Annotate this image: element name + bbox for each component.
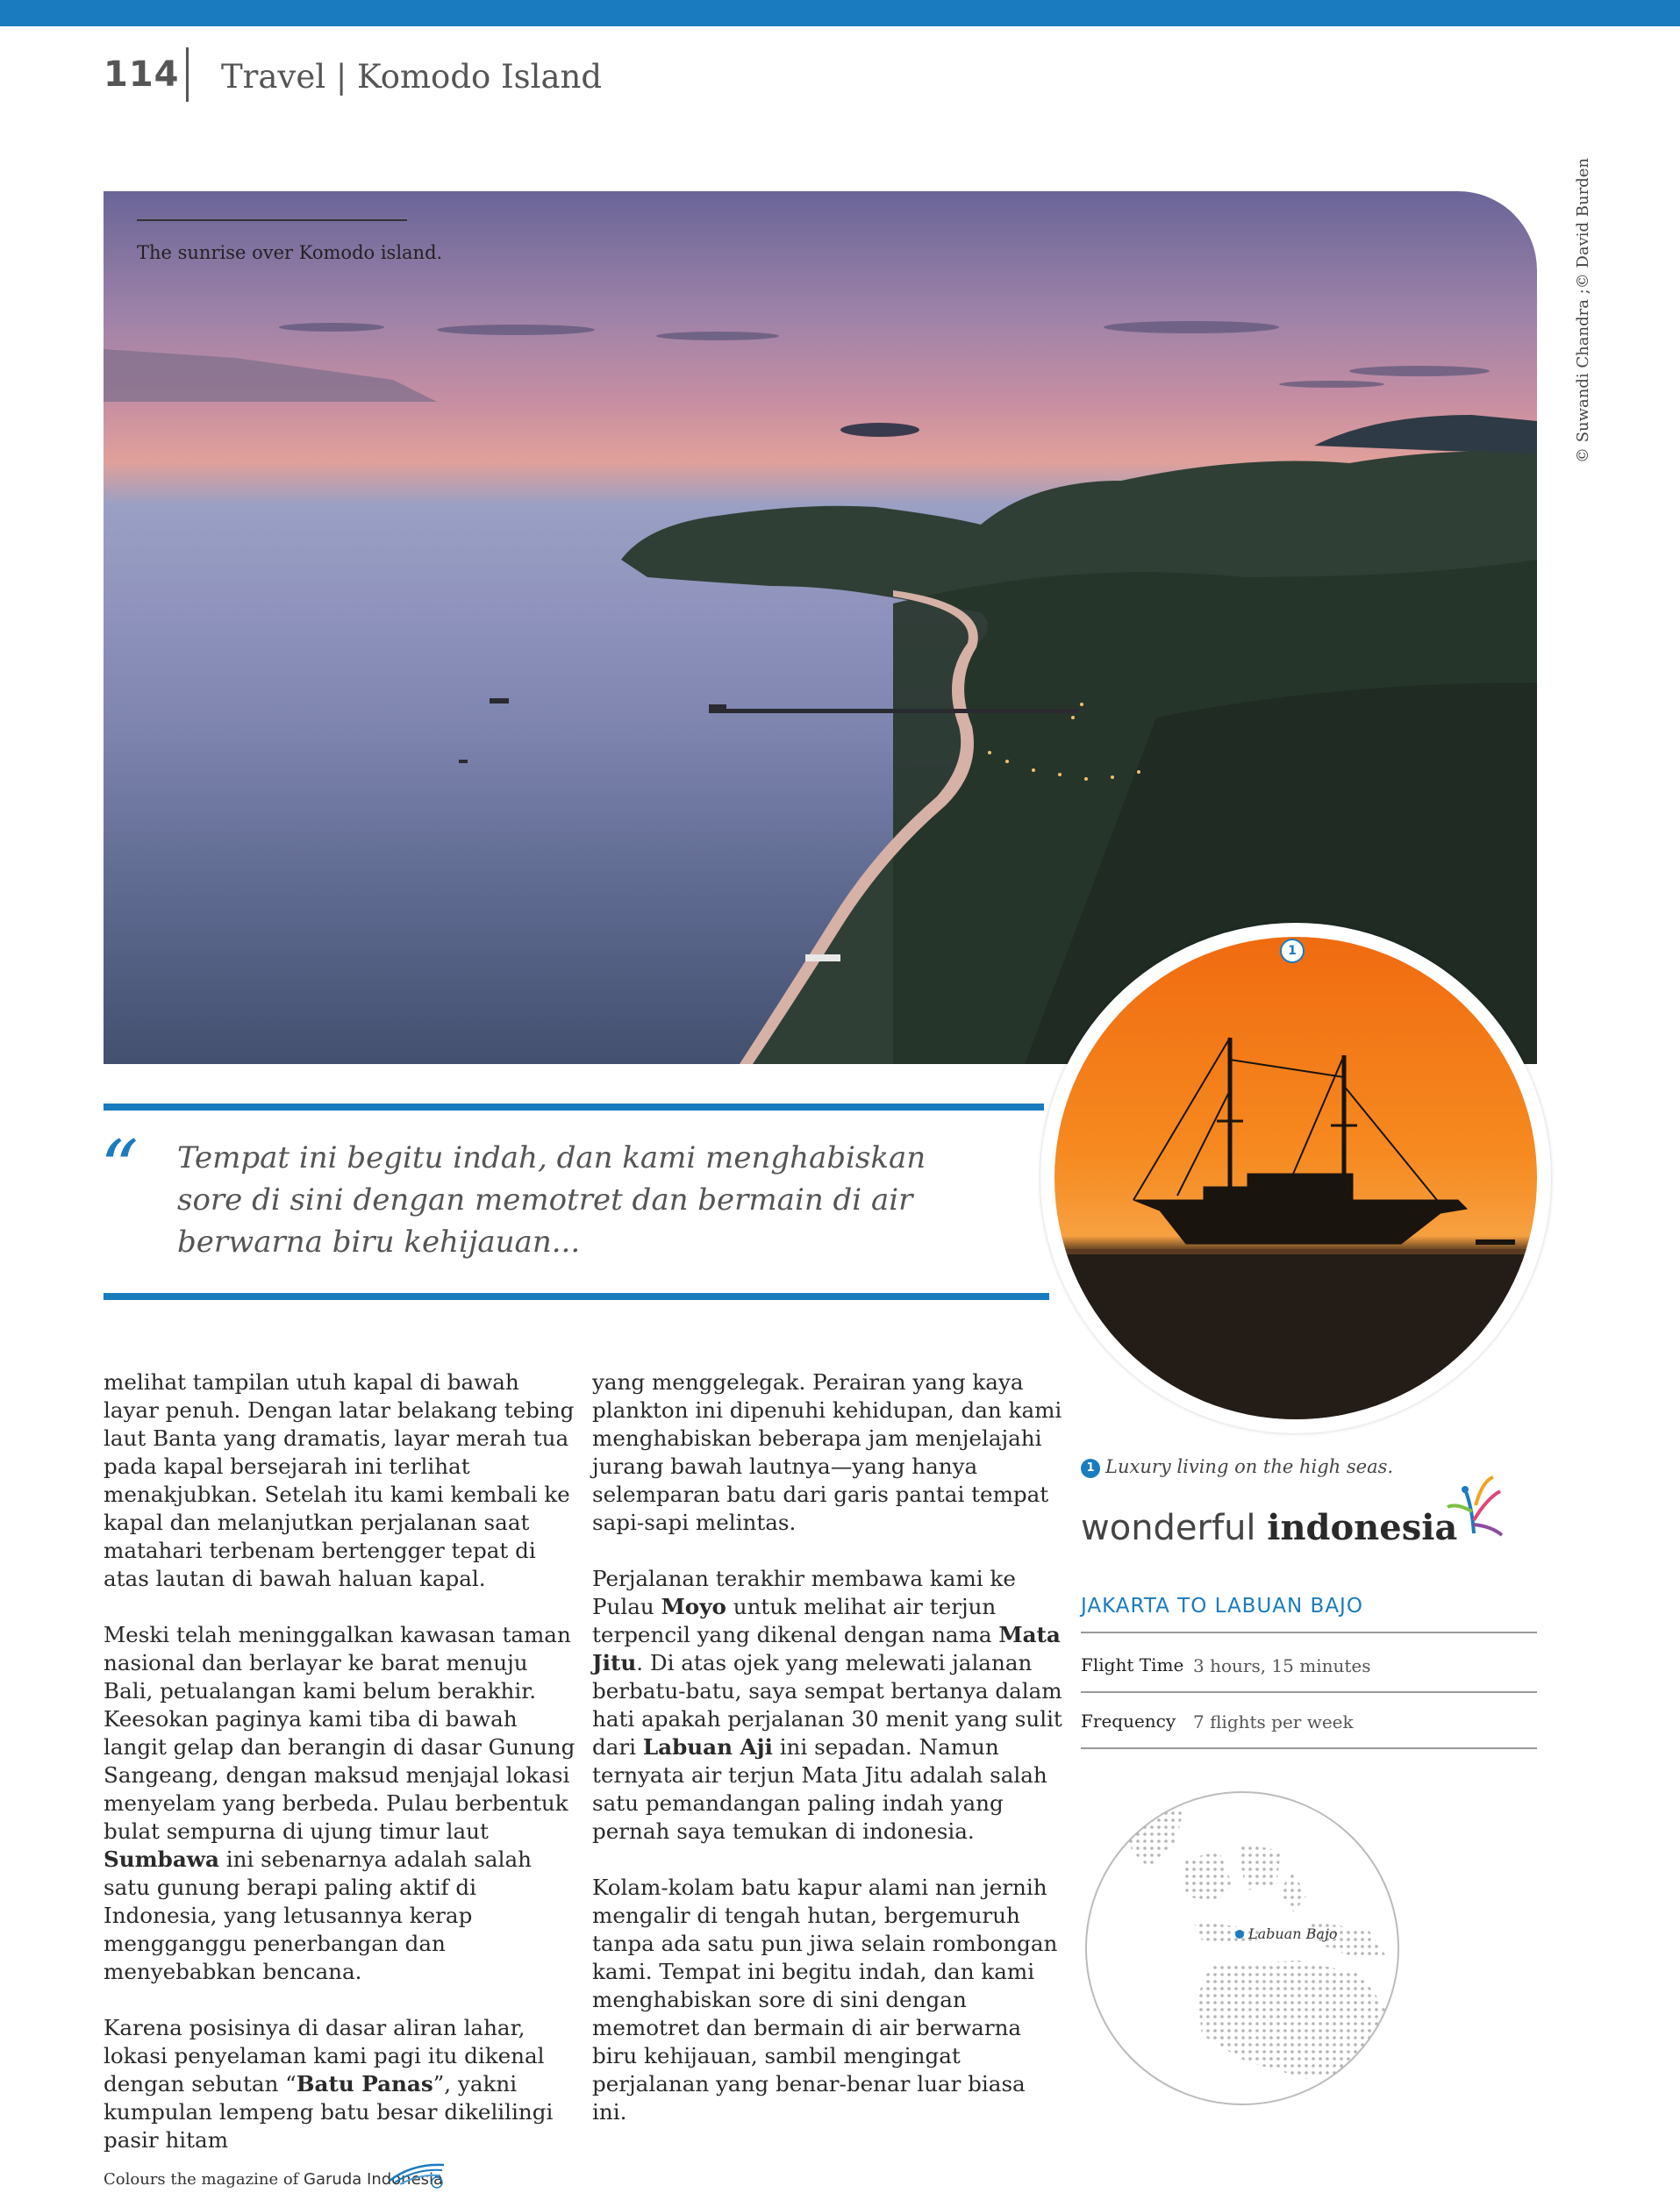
- pull-quote: Tempat ini begitu indah, dan kami menghabiskan sore di sini dengan memotret dan bermain di air berwarna biru kehijauan...: [177, 1140, 926, 1260]
- ship-sunset-photo: [1054, 937, 1537, 1419]
- article-column-1: [104, 1368, 577, 2182]
- flight-time-value: 3 hours, 15 minutes: [1193, 1655, 1371, 1676]
- flight-time-label: Flight Time: [1081, 1654, 1184, 1675]
- header-divider: [186, 47, 189, 102]
- garuda-logo-icon: [386, 2160, 449, 2189]
- paragraph: Kolam-kolam batu kapur alami nan jernih mengalir di tengah hutan, bergemuruh tanpa ada satu pun jiwa selain rombongan kami. Tempat ini begitu indah, dan kami menghabiskan sore di sini dengan memotret dan bermain di air berwarna biru kehijauan, sambil mengingat perjalanan yang benar-benar luar biasa ini.: [592, 1875, 1058, 2125]
- route-title: JAKARTA TO LABUAN BAJO: [1081, 1595, 1363, 1618]
- paragraph: yang menggelegak. Perairan yang kaya plankton ini dipenuhi kehidupan, dan kami menghabiskan beberapa jam menjelajahi jurang bawah lautnya—yang hanya selemparan batu dari garis pantai tempat sapi-sapi melintas.: [592, 1369, 1062, 1535]
- inset-photo-frame: [1040, 923, 1551, 1433]
- quote-mark-icon: “: [100, 1125, 139, 1212]
- info-divider: [1081, 1747, 1537, 1749]
- photo-credit: [1567, 158, 1595, 463]
- ship-silhouette-icon: [1054, 937, 1537, 1419]
- info-divider: [1081, 1632, 1537, 1633]
- page-number: 114: [104, 54, 180, 95]
- info-divider: [1081, 1691, 1537, 1693]
- map-label-labuan-bajo: Labuan Bajo: [1248, 1925, 1338, 1942]
- article-column-2: [592, 1368, 1066, 2154]
- photo-badge-1: 1: [1280, 939, 1305, 963]
- hero-caption: The sunrise over Komodo island.: [137, 242, 443, 263]
- footer-text: Colours the magazine of Garuda Indonesia: [104, 2170, 444, 2189]
- wonderful-indonesia-mark-icon: [1439, 1472, 1509, 1542]
- inset-caption: 1 Luxury living on the high seas.: [1081, 1456, 1393, 1478]
- section-title: Travel | Komodo Island: [221, 58, 603, 96]
- photo-credit-text: © Suwandi Chandra ;© David Burden: [1574, 158, 1592, 463]
- labuan-bajo-marker-icon: [1235, 1930, 1244, 1939]
- paragraph: Perjalanan terakhir membawa kami ke Pulau Moyo untuk melihat air terjun terpencil yang dikenal dengan nama Mata Jitu. Di atas ojek yang melewati jalanan berbatu-batu, saya sempat bertanya dalam hati apakah perjalanan 30 menit yang sulit dari Labuan Aji ini sepadan. Namun ternyata air terjun Mata Jitu adalah salah satu pemandangan paling indah yang pernah saya temukan di indonesia.: [592, 1566, 1062, 1844]
- frequency-value: 7 flights per week: [1193, 1711, 1354, 1732]
- paragraph: Meski telah meninggalkan kawasan taman nasional dan berlayar ke barat menuju Bali, petualangan kami belum berakhir. Keesokan paginya kami tiba di bawah langit gelap dan berangin di dasar Gunung Sangeang, dengan maksud menjajal lokasi menyelam yang berbeda. Pulau berbentuk bulat sempurna di ujung timur laut Sumbawa ini sebenarnya adalah salah satu gunung berapi paling aktif di Indonesia, yang letusannya kerap mengganggu penerbangan dan menyebabkan bencana.: [104, 1622, 575, 1984]
- paragraph: Karena posisinya di dasar aliran lahar, lokasi penyelaman kami pagi itu dikenal dengan sebutan “Batu Panas”, yakni kumpulan lempeng batu besar dikelilingi pasir hitam: [104, 2015, 554, 2153]
- paragraph: melihat tampilan utuh kapal di bawah layar penuh. Dengan latar belakang tebing laut Banta yang dramatis, layar merah tua pada kapal bersejarah ini terlihat menakjubkan. Setelah itu kami kembali ke kapal dan melanjutkan perjalanan saat matahari terbenam bertengger tepat di atas lautan di bawah haluan kapal.: [104, 1369, 575, 1591]
- caption-number-badge: 1: [1081, 1459, 1100, 1478]
- quote-rule-top: [104, 1104, 1044, 1111]
- top-color-bar: [0, 0, 1680, 26]
- caption-rule: [137, 219, 407, 221]
- frequency-label: Frequency: [1081, 1711, 1176, 1732]
- wonderful-indonesia-logo: wonderful indonesia: [1081, 1507, 1458, 1548]
- route-map: [1079, 1789, 1405, 2107]
- quote-rule-bottom: [104, 1293, 1049, 1300]
